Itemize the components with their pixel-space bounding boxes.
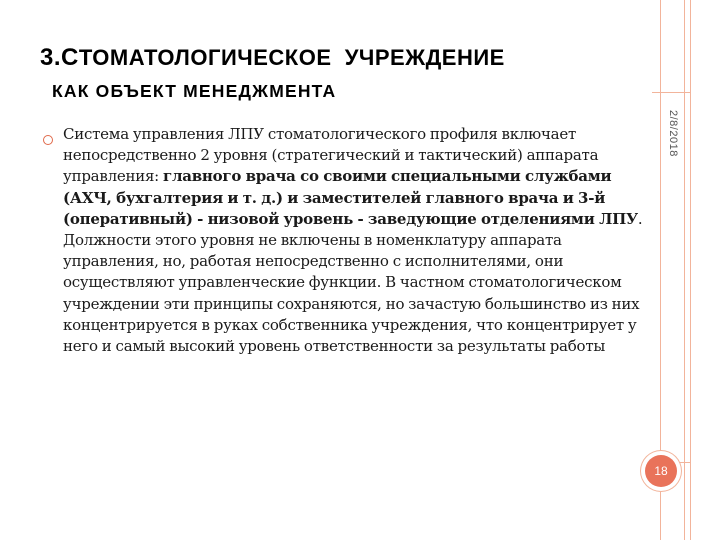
body-paragraph: Система управления ЛПУ стоматологического профиля включает непосредственно 2 уровня (стратегический и тактический) аппарата управления: главного врача со своими специальными службами (АХЧ, бухгалтерия и т. д.) и заместителей главного врача и 3-й (оперативный) - низовой уровень - заведующие отделениями ЛПУ. Должности этого уровня не включены в номенклатуру аппарата управления, но, работая непосредственно с исполнителями, они осуществляют управленческие функции. В частном стоматологическом учреждении эти принципы сохраняются, но зачастую большинство из них концентрируется в руках собственника учреждения, что концентрирует у него и самый высокий уровень ответственности за результаты работы <box>63 125 643 356</box>
page-number-badge: 18 <box>645 455 677 487</box>
bullet-icon <box>43 135 53 145</box>
title-line-2: КАК ОБЪЕКТ МЕНЕДЖМЕНТА <box>52 81 337 101</box>
slide-date: 2/8/2018 <box>667 110 679 157</box>
slide-title <box>40 40 505 106</box>
right-rule-tick-top <box>652 92 690 93</box>
right-rule-outer <box>690 0 691 540</box>
body-emphasis: главного врача со своими специальными службами (АХЧ, бухгалтерия и т. д.) и заместителей главного врача и 3-й (оперативный) - низовой уровень - заведующие отделениями ЛПУ <box>63 167 638 228</box>
right-rule-middle <box>684 0 685 540</box>
title-line-1: 3.СТОМАТОЛОГИЧЕСКОЕ УЧРЕЖДЕНИЕ <box>40 44 505 71</box>
